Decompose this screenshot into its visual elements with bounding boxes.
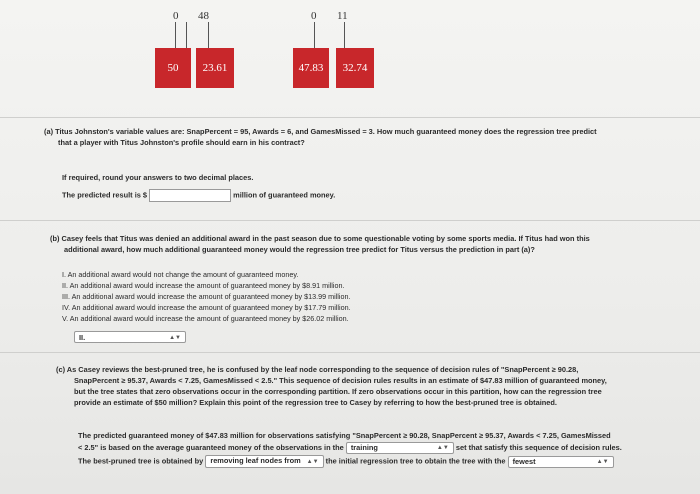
part-c-answer-2a: < 2.5" is based on the average guaranteed money of the observations in the xyxy=(78,443,344,452)
tree-branch xyxy=(208,22,209,48)
leaf-node: 50 xyxy=(155,48,191,88)
part-c-answer-2 xyxy=(78,442,622,454)
tree-branch xyxy=(186,22,187,48)
select-arrow-icon: ▲▼ xyxy=(306,459,319,465)
part-a-question-cont: that a player with Titus Johnston's profile should earn in his contract? xyxy=(58,138,305,147)
part-c-answer-3a: The best-pruned tree is obtained by xyxy=(78,456,204,466)
part-c-question-1: (c) As Casey reviews the best-pruned tree, he is confused by the leaf node corresponding to the sequence of decision rules of "SnapPercent ≥ 90.28, xyxy=(56,365,579,374)
part-a-unit: million of guaranteed money. xyxy=(233,190,336,200)
left-split-value-b: 48 xyxy=(198,10,209,22)
leaf-node: 32.74 xyxy=(336,48,374,88)
predicted-result-input[interactable] xyxy=(149,189,231,202)
partition-set-select[interactable] xyxy=(346,442,454,454)
divider xyxy=(0,220,700,221)
part-b-selected-value: II. xyxy=(79,333,86,342)
option-ii: II. An additional award would increase the amount of guaranteed money by $8.91 million. xyxy=(62,281,345,290)
part-b-question: (b) Casey feels that Titus was denied an additional award in the past season due to some questionable voting by some sports media. If Titus had won this xyxy=(50,234,590,243)
select-arrow-icon: ▲▼ xyxy=(596,458,609,465)
part-c-question-2: SnapPercent ≥ 95.37, Awards < 7.25, GamesMissed < 2.5." This sequence of decision rules results in an estimate of $47.83 million of guaranteed money, xyxy=(74,376,607,385)
divider xyxy=(0,117,700,118)
pruning-method-value: removing leaf nodes from xyxy=(210,456,301,465)
part-c-answer-3 xyxy=(78,455,614,468)
right-split-value-a: 0 xyxy=(311,10,317,22)
leaf-node: 47.83 xyxy=(293,48,329,88)
part-c-answer-2b: set that satisfy this sequence of decision rules. xyxy=(455,443,622,452)
part-a-prompt: The predicted result is $ xyxy=(62,190,148,200)
option-i: I. An additional award would not change the amount of guaranteed money. xyxy=(62,270,299,279)
tree-criterion-select[interactable] xyxy=(508,456,614,468)
leaf-node: 23.61 xyxy=(196,48,234,88)
part-b-answer-select[interactable] xyxy=(74,331,186,343)
partition-set-value: training xyxy=(350,443,378,453)
part-c-question-3: but the tree states that zero observations occur in the corresponding partition. If zero observations occur in this partition, how can the regression tree xyxy=(74,387,602,396)
select-arrow-icon: ▲▼ xyxy=(436,445,449,452)
select-arrow-icon: ▲▼ xyxy=(169,335,181,341)
part-a-instruction: If required, round your answers to two decimal places. xyxy=(62,173,254,182)
tree-branch xyxy=(314,22,315,48)
part-c-answer-3b: the initial regression tree to obtain the tree with the xyxy=(325,456,506,466)
right-split-value-b: 11 xyxy=(337,10,348,22)
part-c-question-4: provide an estimate of $50 million? Explain this point of the regression tree to Casey by referring to how the best-pruned tree is obtained. xyxy=(74,398,557,407)
option-iv: IV. An additional award would increase the amount of guaranteed money by $17.79 million. xyxy=(62,303,351,312)
option-iii: III. An additional award would increase the amount of guaranteed money by $13.99 million. xyxy=(62,292,351,301)
part-b-question-cont: additional award, how much additional guaranteed money would the regression tree predict for Titus versus the prediction in part (a)? xyxy=(64,245,535,254)
option-v: V. An additional award would increase the amount of guaranteed money by $26.02 million. xyxy=(62,314,349,323)
part-a-answer-line xyxy=(62,189,335,202)
part-c-answer-1: The predicted guaranteed money of $47.83 million for observations satisfying "SnapPercent ≥ 90.28, SnapPercent ≥ 95.37, Awards < 7.25, GamesMissed xyxy=(78,431,611,440)
left-split-value-a: 0 xyxy=(173,10,179,22)
divider xyxy=(0,352,700,353)
tree-branch xyxy=(175,22,176,48)
tree-branch xyxy=(344,22,345,48)
tree-criterion-value: fewest xyxy=(512,456,536,466)
pruning-method-select[interactable] xyxy=(205,455,323,468)
part-a-question: (a) Titus Johnston's variable values are: SnapPercent = 95, Awards = 6, and GamesMissed = 3. How much guaranteed money does the regression tree predict xyxy=(44,127,597,136)
